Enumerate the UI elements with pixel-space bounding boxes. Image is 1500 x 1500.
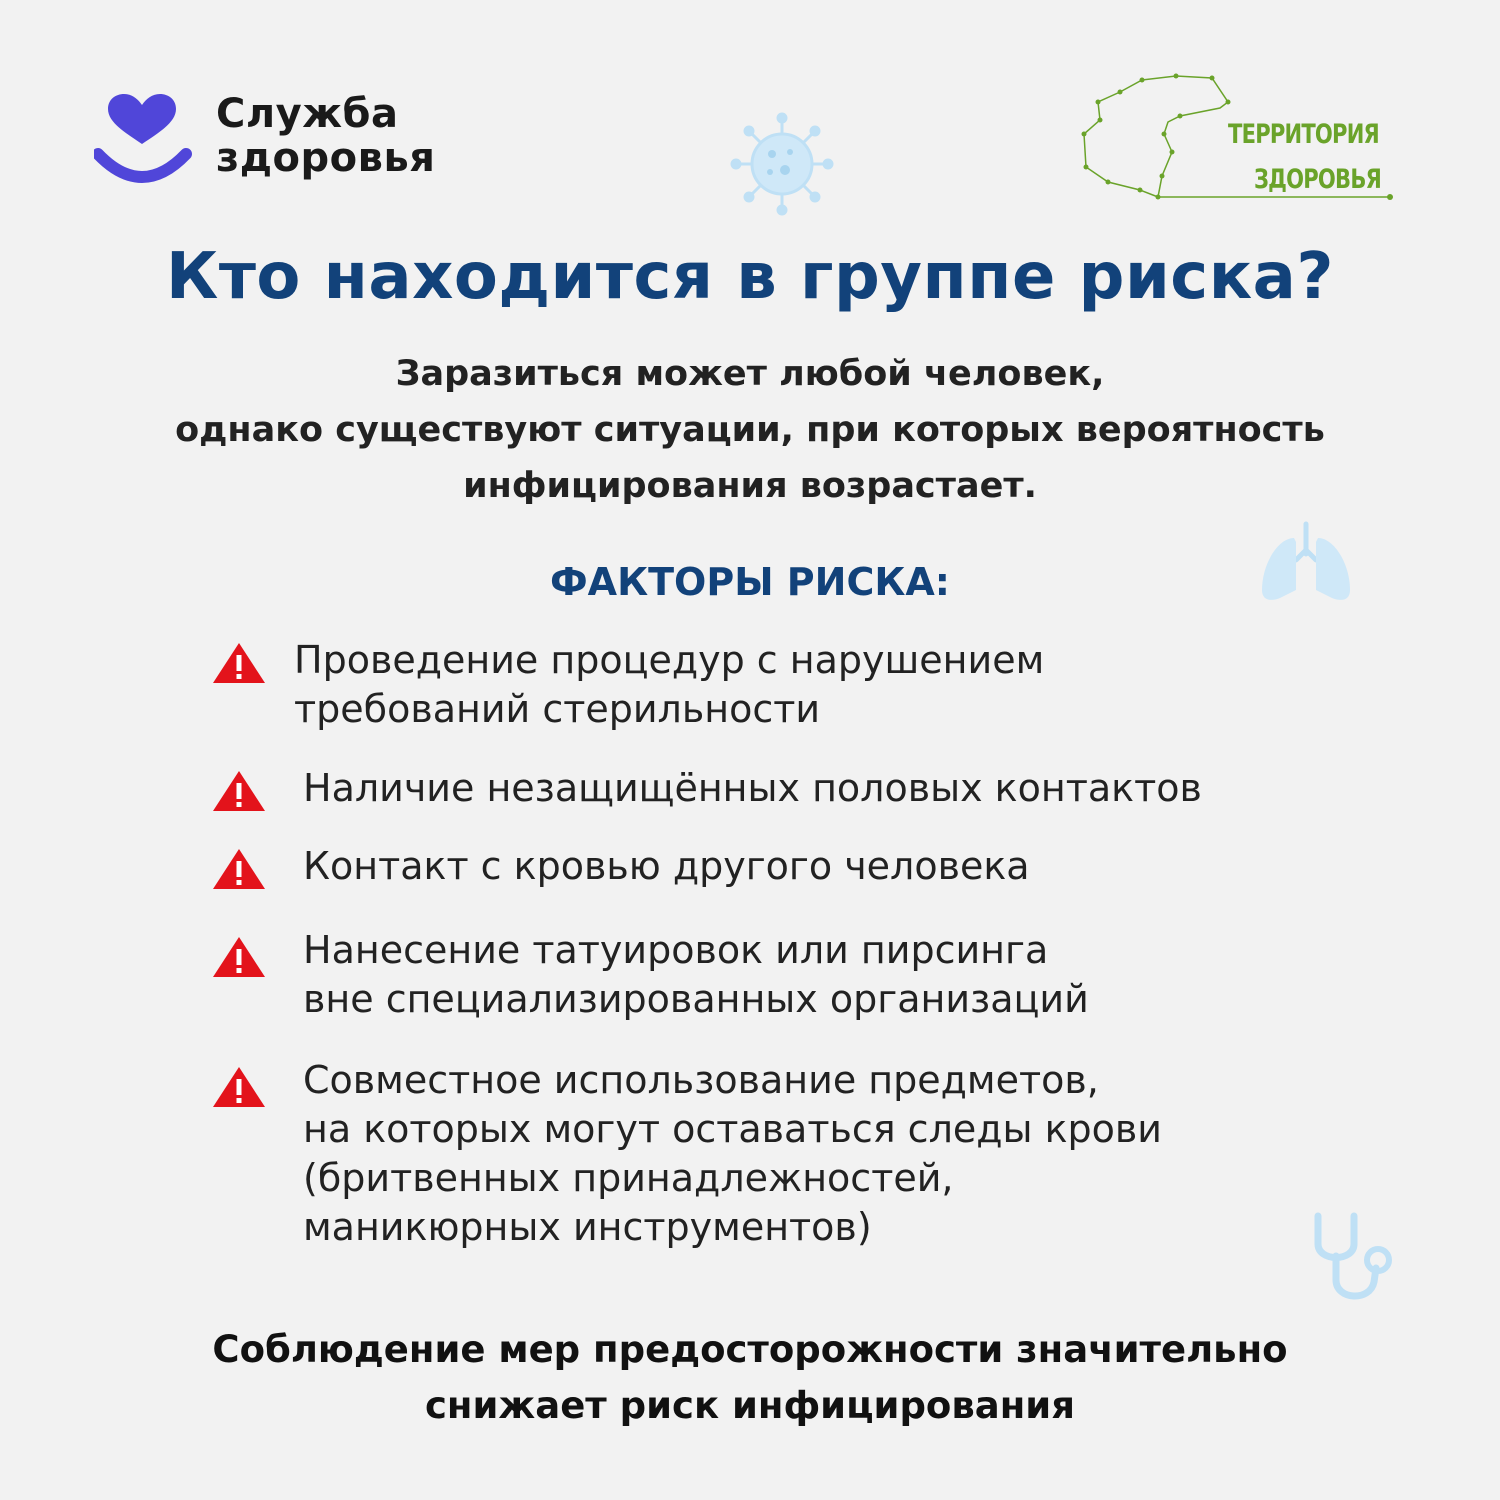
warning-icon [212, 848, 266, 890]
logo-right-line1: ТЕРРИТОРИЯ [1228, 119, 1380, 150]
item-line: вне специализированных организаций [303, 977, 1089, 1021]
item-line: требований стерильности [294, 687, 821, 731]
logo-right-line2: ЗДОРОВЬЯ [1254, 164, 1382, 195]
subtitle [0, 346, 1500, 514]
heart-smile-icon [94, 92, 194, 192]
item-line: (бритвенных принадлежностей, [303, 1156, 954, 1200]
item-line: Нанесение татуировок или пирсинга [303, 928, 1049, 972]
page-title: Кто находится в группе риска? [166, 240, 1334, 314]
item-line: Наличие незащищённых половых контактов [303, 766, 1202, 810]
stethoscope-icon [1308, 1210, 1398, 1310]
item-line: Проведение процедур с нарушением [294, 638, 1045, 682]
warning-icon [212, 642, 266, 684]
factors-heading: ФАКТОРЫ РИСКА: [549, 560, 951, 604]
logo-line2: здоровья [216, 135, 436, 181]
subtitle-line3: инфицирования возрастает. [463, 466, 1037, 506]
footer-line2: снижает риск инфицирования [425, 1384, 1075, 1427]
subtitle-line1: Заразиться может любой человек, [395, 354, 1105, 394]
footer-note [0, 1322, 1500, 1434]
warning-icon [212, 1066, 266, 1108]
logo-line1: Служба [216, 91, 399, 137]
warning-icon [212, 936, 266, 978]
item-line: на которых могут оставаться следы крови [303, 1107, 1163, 1151]
logo-territoriya-zdorovya [1080, 72, 1400, 207]
item-line: Контакт с кровью другого человека [303, 844, 1030, 888]
item-line: Совместное использование предметов, [303, 1058, 1099, 1102]
logo-sluzhba-zdorovya [94, 92, 494, 192]
subtitle-line2: однако существуют ситуации, при которых вероятность [175, 410, 1325, 450]
virus-icon [730, 112, 834, 216]
item-line: маникюрных инструментов) [303, 1205, 872, 1249]
warning-icon [212, 770, 266, 812]
footer-line1: Соблюдение мер предосторожности значительно [212, 1328, 1288, 1371]
